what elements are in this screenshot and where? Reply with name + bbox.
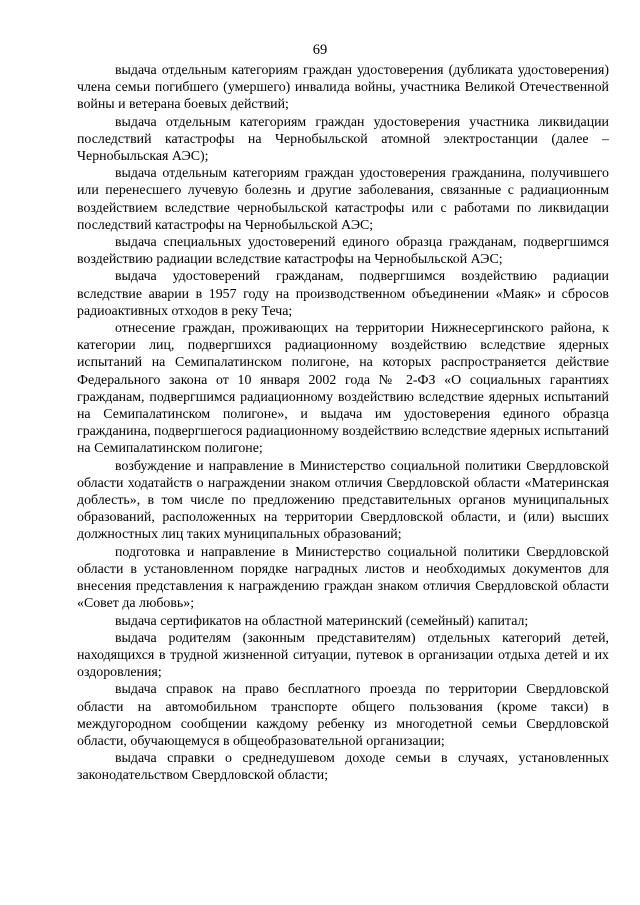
paragraph-4: выдача специальных удостоверений единого образца гражданам, подвергшимся воздействию радиации вследствие катастрофы на Чернобыльской АЭС; xyxy=(77,235,609,268)
paragraph-3: выдача отдельным категориям граждан удостоверения гражданина, получившего или перенесшего лучевую болезнь и другие заболевания, связанные с радиационным воздействием вследствие чернобыльской катастрофы или с работами по ликвидации последствий катастрофы на Чернобыльской АЭС; xyxy=(77,166,609,233)
paragraph-7: возбуждение и направление в Министерство социальной политики Свердловской области ходатайств о награждении знаком отличия Свердловской области «Материнская доблесть», в том числе по предложению представительных органов муниципальных образований, расположенных на территории Свердловской области, и (или) высших должностных лиц таких муниципальных образований; xyxy=(77,458,609,543)
paragraph-2: выдача отдельным категориям граждан удостоверения участника ликвидации последствий катастрофы на Чернобыльской атомной электростанции (далее – Чернобыльская АЭС); xyxy=(77,114,609,165)
paragraph-10: выдача родителям (законным представителям) отдельных категорий детей, находящихся в трудной жизненной ситуации, путевок в организации отдыха детей и их оздоровления; xyxy=(77,630,609,681)
page-number: 69 xyxy=(312,42,328,58)
paragraph-6: отнесение граждан, проживающих на территории Нижнесергинского района, к категории лиц, подвергшихся радиационному воздействию вследствие ядерных испытаний на Семипалатинском полигоне, на которых распространяется действие Федерального закона от 10 января 2002 года № 2-ФЗ «О социальных гарантиях гражданам, подвергшимся радиационному воздействию вследствие ядерных испытаний на Семипалатинском полигоне», и выдача им удостоверения единого образца гражданина, подвергшегося радиационному воздействию вследствие ядерных испытаний на Семипалатинском полигоне; xyxy=(77,321,609,457)
paragraph-8: подготовка и направление в Министерство социальной политики Свердловской области в установленном порядке наградных листов и необходимых документов для внесения представления к награждению граждан знаком отличия Свердловской области «Совет да любовь»; xyxy=(77,544,609,612)
paragraph-11: выдача справок на право бесплатного проезда по территории Свердловской области на автомобильном транспорте общего пользования (кроме такси) в междугородном сообщении каждому ребенку из многодетной семьи Свердловской области, обучающемуся в общеобразовательной организации; xyxy=(77,682,609,749)
paragraph-5: выдача удостоверений гражданам, подвергшимся воздействию радиации вследствие аварии в 1957 году на производственном объединении «Маяк» и сбросов радиоактивных отходов в реку Теча; xyxy=(77,269,609,319)
paragraph-1: выдача отдельным категориям граждан удостоверения (дубликата удостоверения) члена семьи погибшего (умершего) инвалида войны, участника Великой Отечественной войны и ветерана боевых действий; xyxy=(77,63,609,113)
document-body xyxy=(77,62,609,785)
paragraph-12: выдача справки о среднедушевом доходе семьи в случаях, установленных законодательством Свердловской области; xyxy=(77,751,609,784)
paragraph-9: выдача сертификатов на областной материнский (семейный) капитал; xyxy=(115,613,529,629)
